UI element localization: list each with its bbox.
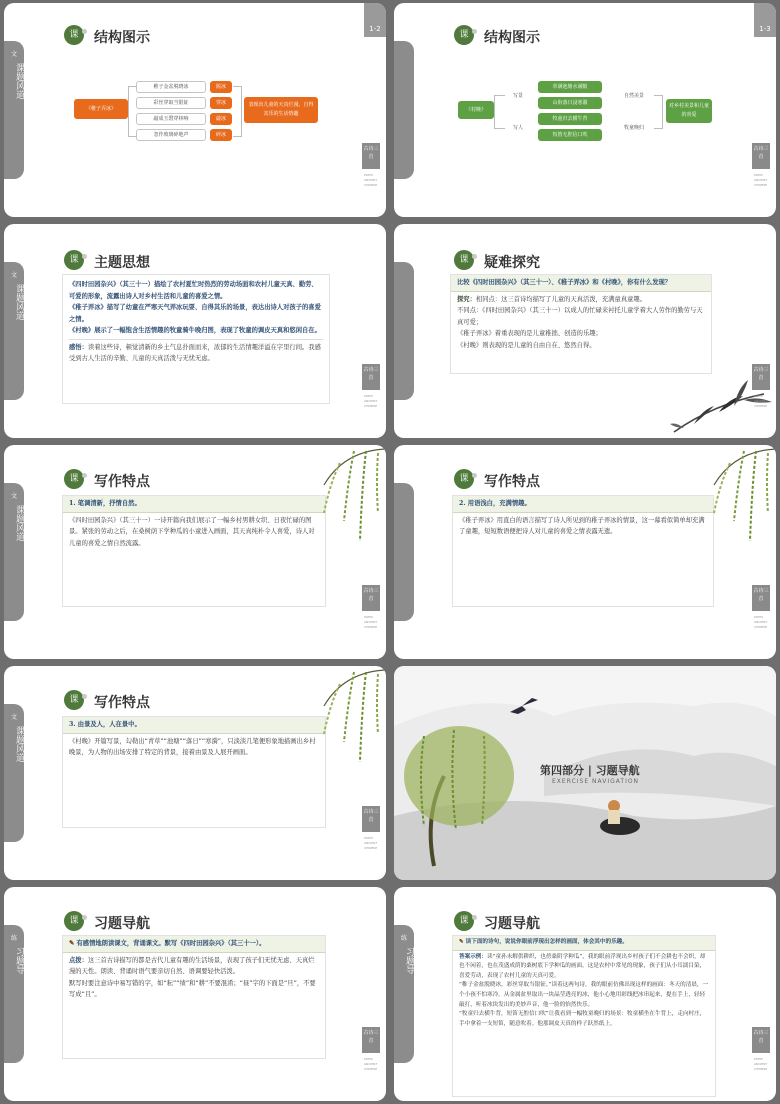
map-line-2: 彩丝穿取当银钲 (136, 97, 206, 109)
side-tab-label: 课题风道 (14, 726, 24, 762)
lesson-logo-icon: 课 (454, 25, 474, 45)
seal-stamp: 古诗三首 (752, 585, 770, 611)
side-tab-label: 习题导 (404, 947, 414, 974)
seal-subtitle: POEM ANCIENT CHINESE (364, 836, 378, 850)
lesson-logo-icon: 课 (454, 250, 474, 270)
page-number: 1-2 (364, 3, 386, 37)
writing-box (62, 495, 326, 607)
seal-subtitle: POEM ANCIENT CHINESE (754, 394, 768, 408)
map-branch-1: 写景 (512, 93, 523, 99)
answer-label: 点拨： (69, 956, 88, 964)
inquiry-label: 探究： (457, 295, 476, 303)
exercise-answer (459, 953, 709, 982)
theme-paragraph-2: 《稚子弄冰》描写了幼童在严寒天气弄冰玩耍、自得其乐的场景，表达出诗人对孩子的喜爱之情。 (69, 304, 321, 323)
willow-painting (684, 445, 776, 555)
side-tab-label: 课题风道 (14, 63, 24, 99)
slide-writing-2[interactable] (394, 445, 776, 659)
side-tab-label: 课题风道 (14, 505, 24, 541)
side-tab (4, 483, 24, 621)
seal-subtitle: POEM ANCIENT CHINESE (364, 394, 378, 408)
map-right-2: 牧童晚归 (623, 125, 644, 131)
exercise-box (452, 935, 716, 1097)
exercise-prompt (453, 936, 715, 951)
map-line-1: 稚子金盆脱晓冰 (136, 81, 206, 93)
side-tab-small: 练 (10, 935, 17, 942)
writing-body: 《稚子弄冰》用直白的语言描写了诗人所见到的稚子弄冰的情景，这一幕看似简单却充满了童趣，短短数语便把诗人对儿童的喜爱之情表露无遗。 (459, 516, 705, 535)
slide-exercise-1[interactable] (4, 887, 386, 1101)
map-item-4: 短笛无腔信口吹 (538, 129, 602, 141)
slide-title: 疑难探究 (484, 255, 540, 271)
lesson-logo-icon: 课 (64, 469, 84, 489)
brush-icon: ✎ (459, 939, 466, 945)
side-tab-small: 文 (10, 493, 17, 500)
slide-section-cover[interactable] (394, 666, 776, 880)
seal-stamp: 古诗三首 (362, 143, 380, 169)
map-root: 《村晚》 (458, 101, 494, 119)
slide-writing-1[interactable] (4, 445, 386, 659)
prompt-text: 读下面的诗句，说说你眼前浮现出怎样的画面，体会其中的乐趣。 (465, 939, 628, 945)
seal-stamp: 古诗三首 (362, 585, 380, 611)
exercise-box (62, 935, 326, 1059)
slide-title: 写作特点 (94, 474, 150, 490)
seal-stamp: 古诗三首 (752, 1027, 770, 1053)
side-tab-label: 课题风道 (14, 284, 24, 320)
seal-stamp: 古诗三首 (362, 806, 380, 832)
map-branch-2: 写人 (512, 125, 523, 131)
exercise-answer-3: “牧童归去横牛背，短笛无腔信口吹”让我看到一幅牧童晚归的场景：牧童横坐在牛背上，走向村庄，手中拿着一支短笛，随意吹着。他那调皮天真的样子跃然纸上。 (459, 1011, 706, 1027)
slide-title: 主题思想 (94, 255, 150, 271)
brush-icon: ✎ (69, 940, 77, 947)
willow-painting (294, 666, 386, 776)
seal-subtitle: POEM ANCIENT CHINESE (364, 615, 378, 629)
writing-body: 《四时田园杂兴》（其三十一）一诗开篇向我们展示了一幅乡村男耕女织、日夜忙碌的图景。紧张的劳动之后，在桑树荫下学种瓜的小童进入画面，其天真纯朴令人喜爱，诗人对儿童的喜爱之情自然流露。 (69, 516, 315, 547)
theme-paragraph-1: 《四时田园杂兴》（其三十一）描绘了农村夏忙时热烈的劳动场面和农村儿童天真、勤劳、可爱的形象，流露出诗人对乡村生活和儿童的喜爱之情。 (69, 281, 318, 300)
inquiry-diff-3: 《村晚》则表现的是儿童的自由自在、悠然自得。 (457, 341, 596, 349)
slide-structure-1[interactable] (4, 3, 386, 217)
seal-stamp: 古诗三首 (752, 364, 770, 390)
summary-text: 读着这些诗，顿觉清新的乡土气息扑面而来，浓郁的生活情趣洋溢在字里行间。我感受到古人生活的辛勤、儿童的天真活泼与无忧无虑。 (69, 343, 321, 362)
prompt-text: 有感情地朗读课文，背诵课文。默写《四时田园杂兴》（其三十一）。 (76, 940, 266, 947)
lesson-logo-icon: 课 (64, 690, 84, 710)
exercise-answer (69, 955, 319, 978)
slide-exercise-2[interactable] (394, 887, 776, 1101)
inquiry-diff-2: 《稚子弄冰》着重表现的是儿童稚拙、创造的乐趣； (457, 330, 602, 337)
writing-heading: 1. 笔调清新，抒情自然。 (63, 496, 325, 513)
lesson-logo-icon: 课 (64, 911, 84, 931)
lesson-logo-icon: 课 (64, 25, 84, 45)
slide-title: 写作特点 (484, 474, 540, 490)
map-line-4: 忽作玻璃碎地声 (136, 129, 206, 141)
seal-stamp: 古诗三首 (362, 1027, 380, 1053)
exercise-answer-2: 默写时要注意诗中易写错的字，如“耘”“绩”和“耕”不要混淆；“昼”字的下面是“旦”，不要写成“且”。 (69, 979, 316, 998)
slide-writing-3[interactable] (4, 666, 386, 880)
map-item-3: 牧童归去横牛背 (538, 113, 602, 125)
theme-paragraph-3: 《村晚》展示了一幅饱含生活情趣的牧童骑牛晚归图，表现了牧童的调皮天真和悠闲自在。 (69, 327, 321, 334)
map-item-2: 山衔落日浸寒漪 (538, 97, 602, 109)
slide-title: 习题导航 (94, 916, 150, 932)
map-tag-2: 穿冰 (210, 97, 232, 109)
seal-subtitle: POEM ANCIENT CHINESE (364, 1057, 378, 1071)
map-root: 《稚子弄冰》 (74, 99, 128, 119)
page-number: 1-3 (754, 3, 776, 37)
side-tab (4, 704, 24, 842)
lesson-logo-icon: 课 (454, 911, 474, 931)
answer-label: 答案示例： (459, 953, 487, 960)
writing-box (62, 716, 326, 828)
summary-label: 感悟： (69, 343, 88, 351)
writing-heading: 2. 用语浅白，充满情趣。 (453, 496, 713, 513)
side-tab (4, 262, 24, 400)
side-tab (4, 41, 24, 179)
map-tag-1: 脱冰 (210, 81, 232, 93)
connector (654, 95, 663, 129)
slide-structure-2[interactable] (394, 3, 776, 217)
writing-heading: 3. 由景及人，人在景中。 (63, 717, 325, 734)
inquiry-box (450, 274, 712, 374)
seal-subtitle: POEM ANCIENT CHINESE (754, 1057, 768, 1071)
seal-stamp: 古诗三首 (752, 143, 770, 169)
slide-title: 习题导航 (484, 916, 540, 932)
answer-text: 这三首古诗描写的都是古代儿童有趣的生活场景，表现了孩子们无忧无虑、天真烂漫的天性。朗读、背诵时语气要亲切自然、语调要轻快活泼。 (69, 956, 315, 975)
section-subtitle: EXERCISE NAVIGATION (552, 778, 640, 785)
slide-title: 结构图示 (484, 30, 540, 46)
answer-text: 读“童孙未解供耕织，也傍桑阴学种瓜”，我的眼前浮现出乡村孩子们不会耕也不会织，却也不闲着，也在茂盛成荫的桑树底下学种瓜的画面。这是农村中常见的现象，孩子们从小耳濡目染，喜爱劳动，表现了农村儿童的天真可爱。 (459, 953, 706, 979)
willow-painting (294, 445, 386, 555)
inquiry-diff: 不同点：《四时田园杂兴》（其三十一）以成人的忙碌来衬托儿童学着大人劳作的勤劳与天真可爱； (457, 307, 703, 326)
inquiry-same (457, 294, 705, 306)
inquiry-same-text: 相同点：这三首诗均描写了儿童的天真活泼，充满童真童趣。 (475, 295, 646, 303)
theme-summary (69, 339, 323, 365)
connector (494, 95, 505, 129)
exercise-answer-2: “稚子金盆脱晓冰，彩丝穿取当银钲。”读着这两句诗，我的眼前仿佛出现这样的画面：冬天的清晨，一个小孩不怕寒冷，从金属盆里取出一块晶莹透亮的冰，他小心地用彩线把冰串起来，提在手上，轻轻敲打，听着冰块发出的美妙声音，他一脸的怡然快乐。 (459, 982, 709, 1008)
slide-title: 写作特点 (94, 695, 150, 711)
side-tab-label: 习题导 (14, 947, 24, 974)
map-tag-4: 碎冰 (210, 129, 232, 141)
side-tab-small: 文 (10, 51, 17, 58)
connector (233, 86, 242, 137)
seal-subtitle: POEM ANCIENT CHINESE (754, 615, 768, 629)
slide-title: 结构图示 (94, 30, 150, 46)
section-title: 第四部分 | 习题导航 (540, 764, 640, 777)
map-result: 对乡村美景和儿童的喜爱 (666, 99, 712, 123)
map-line-3: 敲成玉磬穿林响 (136, 113, 206, 125)
side-tab-small: 练 (400, 935, 407, 942)
side-tab (394, 925, 414, 1063)
side-tab (394, 262, 414, 400)
slide-inquiry[interactable] (394, 224, 776, 438)
theme-box (62, 274, 330, 404)
lesson-logo-icon: 课 (454, 469, 474, 489)
inquiry-question: 比较《四时田园杂兴》（其三十一）、《稚子弄冰》和《村晚》，你有什么发现？ (451, 275, 711, 292)
side-tab (394, 483, 414, 621)
map-tag-3: 敲冰 (210, 113, 232, 125)
seal-subtitle: POEM ANCIENT CHINESE (754, 173, 768, 187)
seal-stamp: 古诗三首 (362, 364, 380, 390)
exercise-prompt (63, 936, 325, 953)
side-tab (4, 925, 24, 1063)
writing-box (452, 495, 714, 607)
map-right-1: 自然美景 (623, 93, 644, 99)
side-tab-small: 文 (10, 272, 17, 279)
map-item-1: 草满池塘水满陂 (538, 81, 602, 93)
map-result: 表现出儿童的天真烂漫、自得其乐的生活情趣 (244, 97, 318, 123)
side-tab (394, 41, 414, 179)
side-tab-small: 文 (10, 714, 17, 721)
writing-body: 《村晚》开篇写景，勾勒出“青草”“池塘”“落日”“寒漪”，只淡淡几笔便形象地描画出乡村晚景，为人物的出场安排了特定的背景，接着由景及人展开画面。 (69, 737, 316, 756)
seal-subtitle: POEM ANCIENT CHINESE (364, 173, 378, 187)
slide-theme[interactable] (4, 224, 386, 438)
lesson-logo-icon: 课 (64, 250, 84, 270)
